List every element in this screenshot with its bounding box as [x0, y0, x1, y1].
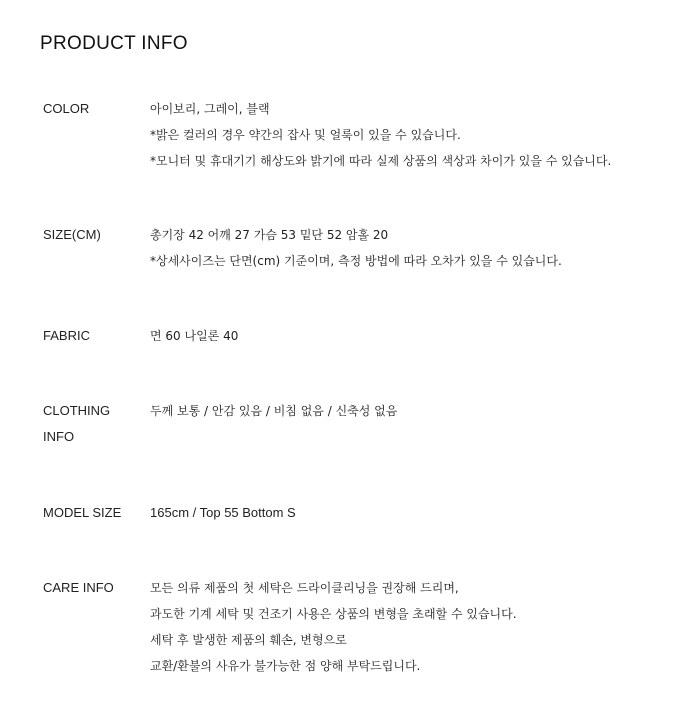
- info-value-line: 교환/환불의 사유가 불가능한 점 양해 부탁드립니다.: [150, 659, 421, 673]
- info-value-line: 두께 보통 / 안감 있음 / 비침 없음 / 신축성 없음: [150, 404, 398, 418]
- info-label-line: SIZE(CM): [43, 227, 101, 242]
- info-label-color: [43, 96, 89, 122]
- info-value-line: 모든 의류 제품의 첫 세탁은 드라이클리닝을 권장해 드리며,: [150, 581, 459, 595]
- info-value-line: *모니터 및 휴대기기 해상도와 밝기에 따라 실제 상품의 색상과 차이가 있을 수 있습니다.: [150, 154, 612, 168]
- info-label-line: MODEL SIZE: [43, 505, 122, 520]
- info-value-clothing: [150, 398, 397, 424]
- info-value-line: 165cm / Top 55 Bottom S: [150, 505, 296, 520]
- info-label-line: COLOR: [43, 101, 90, 116]
- info-label-line: CARE INFO: [43, 580, 114, 595]
- info-value-size: [150, 222, 562, 274]
- info-value-line: 면 60 나일론 40: [150, 329, 239, 343]
- info-value-line: 과도한 기계 세탁 및 건조기 사용은 상품의 변형을 초래할 수 있습니다.: [150, 607, 517, 621]
- info-value-line: *밝은 컬러의 경우 약간의 잡사 및 얼룩이 있을 수 있습니다.: [150, 128, 461, 142]
- page-title: PRODUCT INFO: [40, 33, 188, 54]
- info-value-model-size: [150, 500, 296, 526]
- info-label-size: [43, 222, 101, 248]
- info-value-line: 세탁 후 발생한 제품의 훼손, 변형으로: [150, 633, 347, 647]
- info-value-line: 아이보리, 그레이, 블랙: [150, 102, 270, 116]
- info-value-line: 총기장 42 어깨 27 가슴 53 밑단 52 암홀 20: [150, 228, 389, 242]
- info-value-care: [150, 575, 517, 679]
- info-label-line: INFO: [43, 429, 75, 444]
- info-label-line: CLOTHING: [43, 403, 111, 418]
- info-label-line: FABRIC: [43, 328, 90, 343]
- info-label-fabric: [43, 323, 90, 349]
- info-label-model-size: [43, 500, 121, 526]
- info-value-color: [150, 96, 611, 174]
- info-label-care: [43, 575, 114, 601]
- info-value-fabric: [150, 323, 238, 349]
- info-value-line: *상세사이즈는 단면(cm) 기준이며, 측정 방법에 따라 오차가 있을 수 있습니다.: [150, 254, 562, 268]
- info-label-clothing: [43, 398, 110, 450]
